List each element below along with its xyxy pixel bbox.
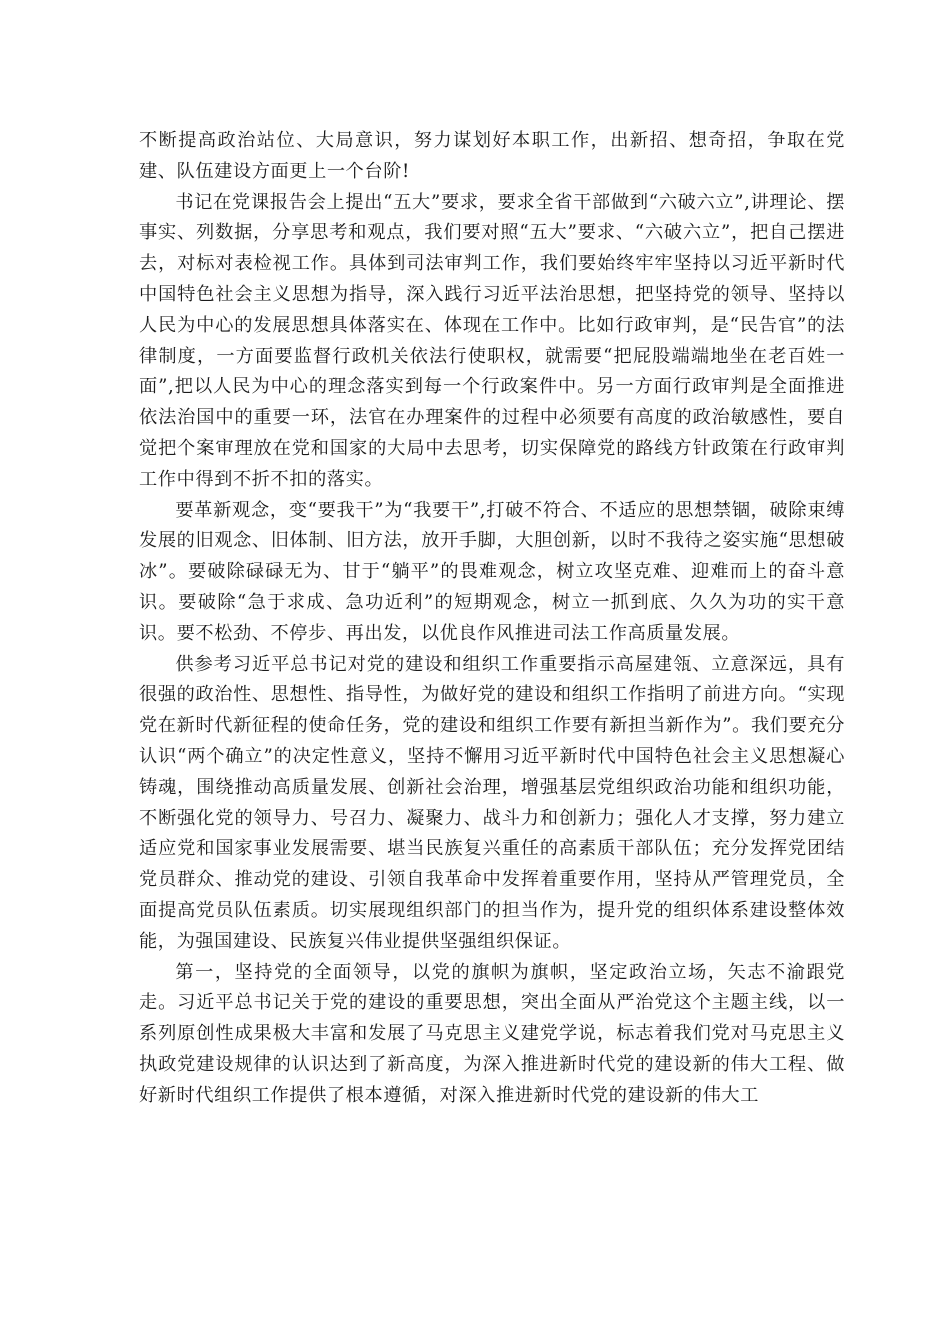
- paragraph-continued: 不断提高政治站位、大局意识，努力谋划好本职工作，出新招、想奇招，争取在党建、队伍建设方面更上一个台阶!: [139, 130, 845, 182]
- paragraph: 要革新观念，变“要我干”为“我要干”,打破不符合、不适应的思想禁锢，破除束缚发展的旧观念、旧体制、旧方法，放开手脚，大胆创新，以时不我待之姿实施“思想破冰”。要破除碌碌无为、甘于“躺平”的畏难观念，树立攻坚克难、迎难而上的奋斗意识。要破除“急于求成、急功近利”的短期观念，树立一抓到底、久久为功的实干意识。要不松劲、不停步、再出发，以优良作风推进司法工作高质量发展。: [139, 499, 845, 644]
- paragraph: 第一，坚持党的全面领导，以党的旗帜为旗帜，坚定政治立场，矢志不渝跟党走。习近平总书记关于党的建设的重要思想，突出全面从严治党这个主题主线，以一系列原创性成果极大丰富和发展了马克思主义建党学说，标志着我们党对马克思主义执政党建设规律的认识达到了新高度，为深入推进新时代党的建设新的伟大工程、做好新时代组织工作提供了根本遵循，对深入推进新时代党的建设新的伟大工: [139, 961, 845, 1106]
- document-body: [139, 126, 845, 1112]
- paragraph: 书记在党课报告会上提出“五大”要求，要求全省干部做到“六破六立”,讲理论、摆事实、列数据，分享思考和观点，我们要对照“五大”要求、“六破六立”，把自己摆进去，对标对表检视工作。具体到司法审判工作，我们要始终牢牢坚持以习近平新时代中国特色社会主义思想为指导，深入践行习近平法治思想，把坚持党的领导、坚持以人民为中心的发展思想具体落实在、体现在工作中。比如行政审判，是“民告官”的法律制度，一方面要监督行政机关依法行使职权，就需要“把屁股端端地坐在老百姓一面”,把以人民为中心的理念落实到每一个行政案件中。另一方面行政审判是全面推进依法治国中的重要一环，法官在办理案件的过程中必须要有高度的政治敏感性，要自觉把个案审理放在党和国家的大局中去思考，切实保障党的路线方针政策在行政审判工作中得到不折不扣的落实。: [139, 191, 845, 490]
- paragraph: 供参考习近平总书记对党的建设和组织工作重要指示高屋建瓴、立意深远，具有很强的政治性、思想性、指导性，为做好党的建设和组织工作指明了前进方向。“实现党在新时代新征程的使命任务，党的建设和组织工作要有新担当新作为”。我们要充分认识“两个确立”的决定性意义，坚持不懈用习近平新时代中国特色社会主义思想凝心铸魂，围绕推动高质量发展、创新社会治理，增强基层党组织政治功能和组织功能，不断强化党的领导力、号召力、凝聚力、战斗力和创新力；强化人才支撑，努力建立适应党和国家事业发展需要、堪当民族复兴重任的高素质干部队伍；充分发挥党团结党员群众、推动党的建设、引领自我革命中发挥着重要作用，坚持从严管理党员，全面提高党员队伍素质。切实展现组织部门的担当作为，提升党的组织体系建设整体效能，为强国建设、民族复兴伟业提供坚强组织保证。: [139, 653, 845, 952]
